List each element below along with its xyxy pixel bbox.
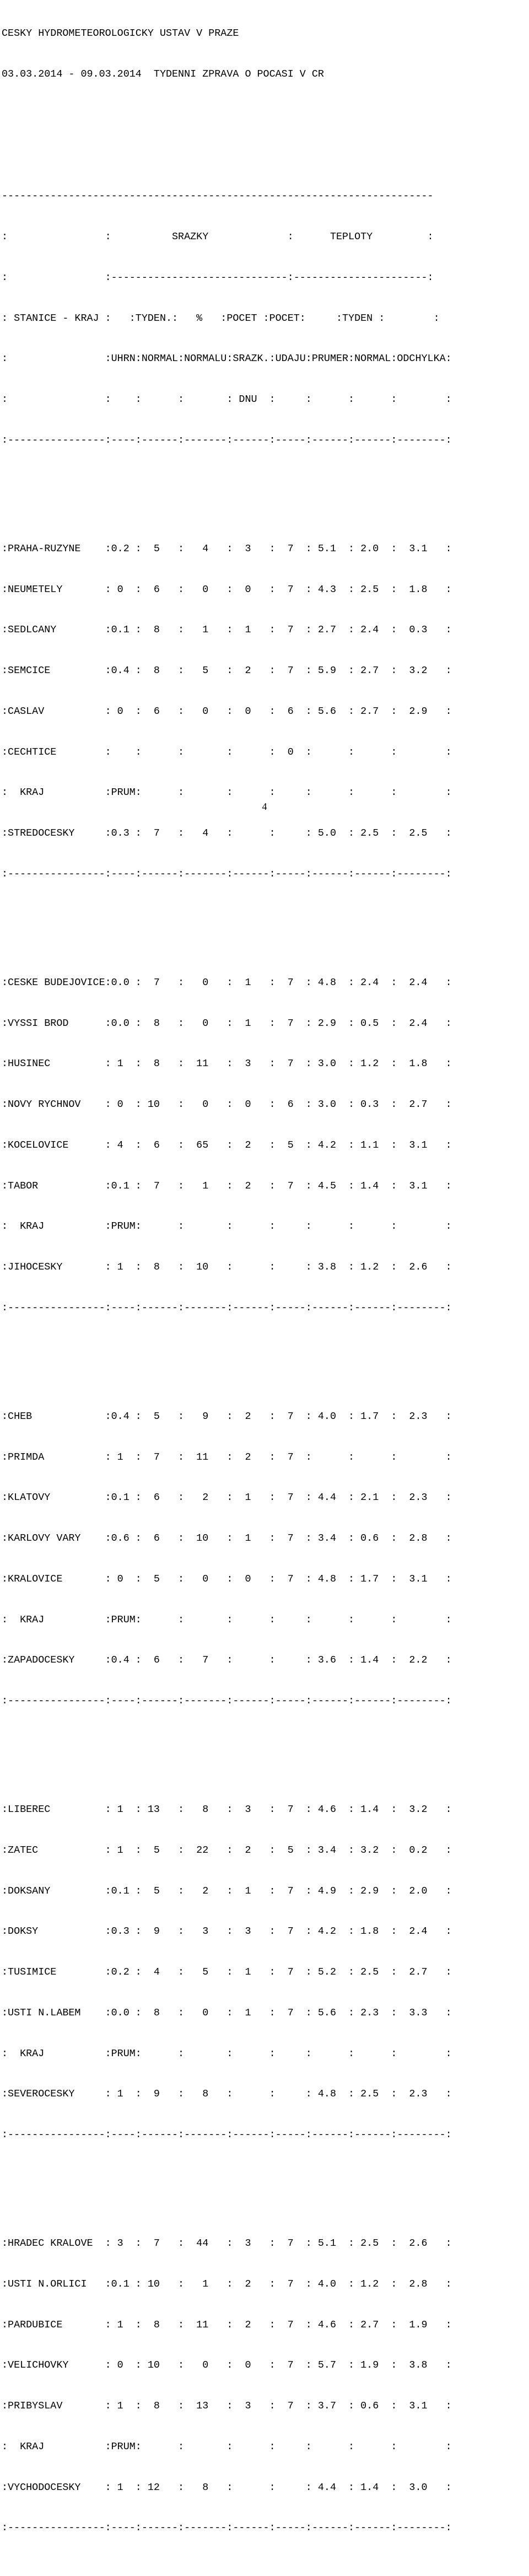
row-separator: :----------------:----:------:-------:------:-----:------:------:--------: bbox=[2, 868, 452, 880]
report-period-title: 03.03.2014 - 09.03.2014 TYDENNI ZPRAVA O POCASI V CR bbox=[2, 68, 324, 80]
table-row: :DOKSANY :0.1 : 5 : 2 : 1 : 7 : 4.9 : 2.9 : 2.0 : bbox=[2, 1885, 452, 1897]
region-summary-row: :VYCHODOCESKY : 1 : 12 : 8 : : : 4.4 : 1.4 : 3.0 : bbox=[2, 2481, 452, 2493]
kraj-label-row: : KRAJ :PRUM: : : : : : : : bbox=[2, 1220, 452, 1233]
table-row: :USTI N.ORLICI :0.1 : 10 : 1 : 2 : 7 : 4.0 : 1.2 : 2.8 : bbox=[2, 2278, 452, 2290]
table-row: :PRIBYSLAV : 1 : 8 : 13 : 3 : 7 : 3.7 : 0.6 : 3.1 : bbox=[2, 2400, 452, 2412]
row-separator: :----------------:----:------:-------:------:-----:------:------:--------: bbox=[2, 2522, 452, 2534]
table-header-separator: :----------------:----:------:-------:------:-----:------:------:--------: bbox=[2, 434, 452, 446]
table-row: :CESKE BUDEJOVICE:0.0 : 7 : 0 : 1 : 7 : 4.8 : 2.4 : 2.4 : bbox=[2, 976, 452, 988]
region-block-severocesky bbox=[2, 1776, 452, 2169]
table-row: :TABOR :0.1 : 7 : 1 : 2 : 7 : 4.5 : 1.4 : 3.1 : bbox=[2, 1180, 452, 1192]
region-block-zapadocesky bbox=[2, 1383, 452, 1735]
region-summary-row: :STREDOCESKY :0.3 : 7 : 4 : : : 5.0 : 2.5 : 2.5 : bbox=[2, 827, 452, 840]
table-row: :LIBEREC : 1 : 13 : 8 : 3 : 7 : 4.6 : 1.4 : 3.2 : bbox=[2, 1803, 452, 1815]
table-header-rule: : :-----------------------------:----------------------: bbox=[2, 271, 434, 283]
row-separator: :----------------:----:------:-------:------:-----:------:------:--------: bbox=[2, 1695, 452, 1707]
table-row: :HRADEC KRALOVE : 3 : 7 : 44 : 3 : 7 : 5.1 : 2.5 : 2.6 : bbox=[2, 2237, 452, 2249]
table-header-row-2: : :UHRN:NORMAL:NORMALU:SRAZK.:UDAJU:PRUMER:NORMAL:ODCHYLKA: bbox=[2, 353, 452, 365]
weekly-weather-report bbox=[2, 0, 452, 2576]
table-row: :CECHTICE : : : : : 0 : : : : bbox=[2, 746, 452, 758]
institute-title: CESKY HYDROMETEOROLOGICKY USTAV V PRAZE bbox=[2, 28, 239, 40]
table-top-rule: ----------------------------------------------------------------------- bbox=[2, 190, 434, 202]
region-summary-row: :ZAPADOCESKY :0.4 : 6 : 7 : : : 3.6 : 1.4 : 2.2 : bbox=[2, 1654, 452, 1666]
table-row: :TUSIMICE :0.2 : 4 : 5 : 1 : 7 : 5.2 : 2.5 : 2.7 : bbox=[2, 1966, 452, 1978]
table-row: :KARLOVY VARY :0.6 : 6 : 10 : 1 : 7 : 3.4 : 0.6 : 2.8 : bbox=[2, 1532, 452, 1545]
region-block-jihocesky bbox=[2, 949, 452, 1342]
kraj-label-row: : KRAJ :PRUM: : : : : : : : bbox=[2, 2440, 452, 2453]
table-row: :ZATEC : 1 : 5 : 22 : 2 : 5 : 3.4 : 3.2 : 0.2 : bbox=[2, 1844, 452, 1856]
table-row: :PARDUBICE : 1 : 8 : 11 : 2 : 7 : 4.6 : 2.7 : 1.9 : bbox=[2, 2319, 452, 2331]
table-row: :CHEB :0.4 : 5 : 9 : 2 : 7 : 4.0 : 1.7 : 2.3 : bbox=[2, 1410, 452, 1422]
table-row: :NOVY RYCHNOV : 0 : 10 : 0 : 0 : 6 : 3.0 : 0.3 : 2.7 : bbox=[2, 1099, 452, 1111]
table-row: :SEMCICE :0.4 : 8 : 5 : 2 : 7 : 5.9 : 2.7 : 3.2 : bbox=[2, 665, 452, 677]
table-row: :KRALOVICE : 0 : 5 : 0 : 0 : 7 : 4.8 : 1.7 : 3.1 : bbox=[2, 1573, 452, 1585]
table-row: :KOCELOVICE : 4 : 6 : 65 : 2 : 5 : 4.2 : 1.1 : 3.1 : bbox=[2, 1139, 452, 1151]
table-header bbox=[2, 163, 452, 475]
table-row: :USTI N.LABEM :0.0 : 8 : 0 : 1 : 7 : 5.6 : 2.3 : 3.3 : bbox=[2, 2007, 452, 2019]
table-row: :CASLAV : 0 : 6 : 0 : 0 : 6 : 5.6 : 2.7 : 2.9 : bbox=[2, 705, 452, 717]
table-row: :KLATOVY :0.1 : 6 : 2 : 1 : 7 : 4.4 : 2.1 : 2.3 : bbox=[2, 1492, 452, 1504]
table-row: :NEUMETELY : 0 : 6 : 0 : 0 : 7 : 4.3 : 2.5 : 1.8 : bbox=[2, 583, 452, 595]
kraj-label-row: : KRAJ :PRUM: : : : : : : : bbox=[2, 1614, 452, 1626]
table-row: :VELICHOVKY : 0 : 10 : 0 : 0 : 7 : 5.7 : 1.9 : 3.8 : bbox=[2, 2359, 452, 2371]
page-number: 4 bbox=[262, 801, 267, 812]
table-header-row-3: : : : : : DNU : : : : : bbox=[2, 394, 452, 406]
table-row: :PRAHA-RUZYNE :0.2 : 5 : 4 : 3 : 7 : 5.1 : 2.0 : 3.1 : bbox=[2, 542, 452, 555]
kraj-label-row: : KRAJ :PRUM: : : : : : : : bbox=[2, 787, 452, 799]
region-block-stredocesky bbox=[2, 515, 452, 908]
table-row: :HUSINEC : 1 : 8 : 11 : 3 : 7 : 3.0 : 1.2 : 1.8 : bbox=[2, 1058, 452, 1070]
blank-line bbox=[2, 109, 452, 122]
table-row: :VYSSI BROD :0.0 : 8 : 0 : 1 : 7 : 2.9 : 0.5 : 2.4 : bbox=[2, 1017, 452, 1029]
region-block-vychodocesky bbox=[2, 2210, 452, 2562]
table-header-row-1: : STANICE - KRAJ : :TYDEN.: % :POCET :POCET: :TYDEN : : bbox=[2, 312, 440, 324]
table-header-groups: : : SRAZKY : TEPLOTY : bbox=[2, 231, 434, 243]
row-separator: :----------------:----:------:-------:------:-----:------:------:--------: bbox=[2, 2129, 452, 2141]
table-row: :SEDLCANY :0.1 : 8 : 1 : 1 : 7 : 2.7 : 2.4 : 0.3 : bbox=[2, 624, 452, 636]
row-separator: :----------------:----:------:-------:------:-----:------:------:--------: bbox=[2, 1302, 452, 1314]
region-summary-row: :SEVEROCESKY : 1 : 9 : 8 : : : 4.8 : 2.5 : 2.3 : bbox=[2, 2088, 452, 2100]
table-row: :DOKSY :0.3 : 9 : 3 : 3 : 7 : 4.2 : 1.8 : 2.4 : bbox=[2, 1926, 452, 1938]
table-row: :PRIMDA : 1 : 7 : 11 : 2 : 7 : : : : bbox=[2, 1451, 452, 1463]
region-summary-row: :JIHOCESKY : 1 : 8 : 10 : : : 3.8 : 1.2 : 2.6 : bbox=[2, 1261, 452, 1273]
kraj-label-row: : KRAJ :PRUM: : : : : : : : bbox=[2, 2047, 452, 2059]
